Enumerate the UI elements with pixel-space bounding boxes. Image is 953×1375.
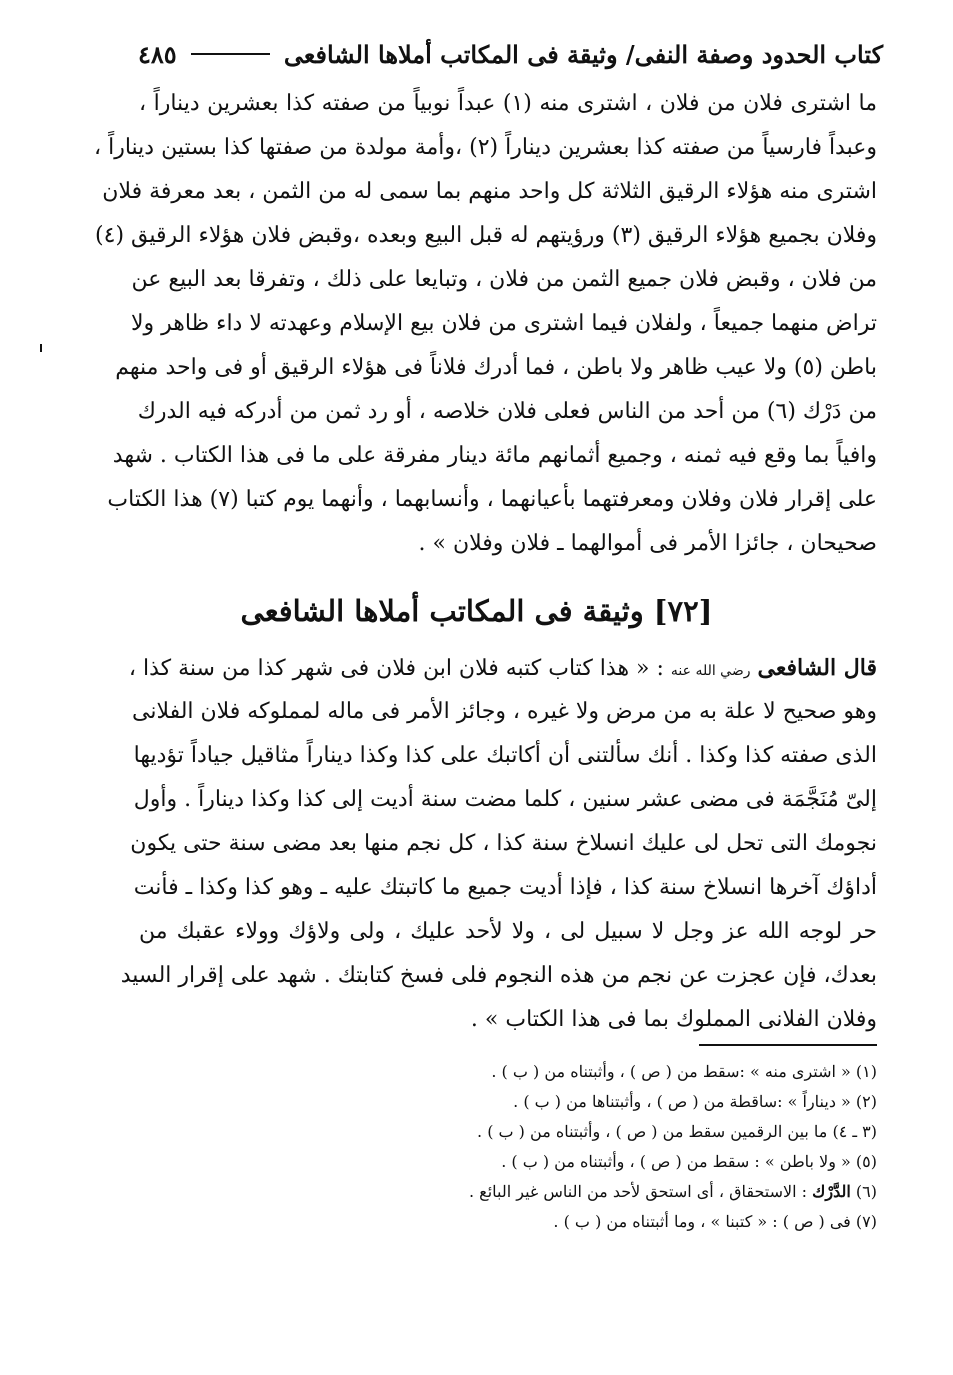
text-line: ما اشترى فلان من فلان ، اشترى منه (١) عبداً نوبياً من صفته كذا بعشرين ديناراً ، <box>139 91 877 116</box>
text-line: حر لوجه الله عز وجل لا سبيل لى ، ولا لأحد عليك ، ولى ولاؤك وولاء عقبك من <box>139 919 877 944</box>
speaker-name: قال الشافعى <box>757 655 877 681</box>
footnotes <box>277 1057 877 1237</box>
text-line: وهو صحيح لا علة به من مرض ولا غيره ، وجائز الأمر فى ماله لمملوكه فلان الفلانى <box>131 699 877 724</box>
text-line: على إقرار فلان وفلان ومعرفتهما بأعيانهما ، وأنسابهما ، وأنهما يوم كتبا (٧) هذا الكتاب <box>107 487 877 512</box>
running-title: كتاب الحدود وصفة النفى/ وثيقة فى المكاتب أملاها الشافعى <box>283 39 883 69</box>
text-line: وعبداً فارسياً من صفته كذا بعشرين ديناراً (٢) ،وأمة مولدة من صفتها كذا بستين ديناراً ، <box>93 135 877 160</box>
text-line: وفلان الفلانى المملوك بما فى هذا الكتاب » . <box>470 1007 877 1032</box>
footnote-marker: (٦) <box>855 1182 877 1201</box>
margin-mark <box>40 344 42 352</box>
text-line: صحيحان ، جائزا الأمر فى أموالهما ـ فلان وفلان » . <box>418 531 877 556</box>
footnote-rule <box>699 1044 877 1046</box>
text-line: وافياً بما وقع فيه ثمنه ، وجميع أثمانهم مائة دينار مفرقة على ما فى هذا الكتاب . شهد <box>112 443 877 468</box>
text-line: باطن (٥) ولا عيب ظاهر ولا باطن ، فما أدرك فلاناً فى هؤلاء الرقيق أو فى واحد منهم <box>115 355 877 380</box>
honorific: رضي الله عنه <box>670 663 751 679</box>
text-line: نجومك التى تحل لى عليك انسلاخ سنة كذا ، كل نجم منها بعد مضى سنة حتى يكون <box>130 831 877 856</box>
text-line: بعدك، فإن عجزت عن نجم من هذه النجوم فلى فسخ كتابتك . شهد على إقرار السيد <box>120 963 877 988</box>
running-header <box>138 34 883 74</box>
text-line: اشترى منه هؤلاء الرقيق الثلاثة كل واحد منهم بما سمى له من الثمن ، بعد معرفة فلان <box>102 179 877 204</box>
text-line: أداؤك آخرها انسلاخ سنة كذا ، فإذا أديت جميع ما كاتبتك عليه ـ وهو كذا وكذا ـ فأنت <box>133 875 877 900</box>
text-line: إلىّ مُنَجَّمَة فى مضى عشر سنين ، كلما مضت سنة أديت إلى كذا وكذا ديناراً . وأول <box>133 787 877 812</box>
footnote <box>277 1177 877 1207</box>
text-line: تراض منهما جميعاً ، ولفلان فيما اشترى من فلان بيع الإسلام وعهدته لا داء ظاهر ولا <box>130 311 877 336</box>
footnote: (٥) « ولا باطن » : سقط من ( ص ) ، وأثبتناه من ( ب ) . <box>501 1152 877 1171</box>
footnote-definition: : الاستحقاق ، أى استحق لأحد من الناس غير البائع . <box>469 1182 808 1201</box>
opening-text: : « هذا كتاب كتبه فلان ابن فلان فى شهر كذا من سنة كذا ، <box>128 656 664 681</box>
text-line: وفلان بجميع هؤلاء الرقيق (٣) ورؤيتهم له قبل البيع وبعده ،وقبض فلان هؤلاء الرقيق (٤) <box>95 223 877 248</box>
page-number: ٤٨٥ <box>138 39 177 69</box>
text-line: من دَرْك (٦) من أحد من الناس فعلى فلان خلاصه ، أو رد ثمن من أدركه فيه الدرك <box>137 399 877 424</box>
section-heading: [٧٢] وثيقة فى المكاتب أملاها الشافعى <box>240 594 713 628</box>
text-line: من فلان ، وقبض فلان جميع الثمن من فلان ، وتبايعا على ذلك ، وتفرقا بعد البيع عن <box>131 267 877 292</box>
footnote-term: الدَّرْك <box>812 1182 851 1201</box>
passage-one <box>93 82 877 566</box>
header-rule <box>191 53 270 55</box>
footnote: (٢) « ديناراً » :ساقطة من ( ص ) ، وأثبتناها من ( ب ) . <box>513 1092 877 1111</box>
footnote: (٧) فى ( ص ) : « كتبنا » ، وما أثبتناه من ( ب ) . <box>553 1212 877 1231</box>
footnote: (١) « اشترى منه » :سقط من ( ص ) ، وأثبتناه من ( ب ) . <box>491 1062 877 1081</box>
footnote: (٣ ـ ٤) ما بين الرقمين سقط من ( ص ) ، وأثبتناه من ( ب ) . <box>477 1122 877 1141</box>
text-line: الذى صفته كذا وكذا . أنك سألتنى أن أكاتبك على كذا وكذا ديناراً مثاقيل جياداً تؤديها <box>133 743 877 768</box>
text-line-opening <box>128 646 877 690</box>
passage-two <box>120 646 877 1042</box>
